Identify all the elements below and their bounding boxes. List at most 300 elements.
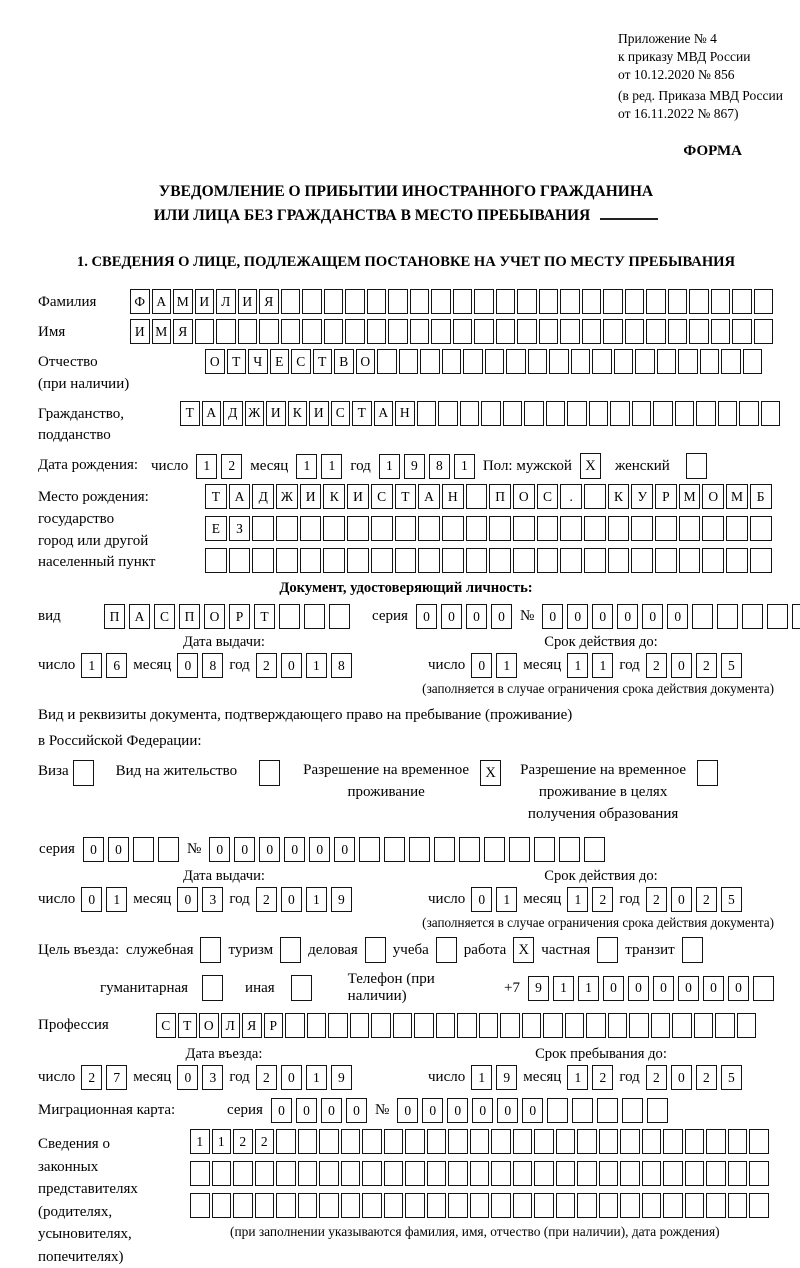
char-box[interactable]: С [331,401,351,426]
char-box[interactable] [405,1193,425,1218]
sex-male-checkbox[interactable]: X [580,453,601,479]
char-box[interactable] [367,319,387,344]
char-box[interactable] [345,319,365,344]
char-box[interactable] [792,604,800,629]
char-box[interactable]: 0 [447,1098,468,1123]
char-box[interactable] [489,516,511,541]
char-box[interactable] [414,1013,434,1038]
char-box[interactable] [567,401,587,426]
char-box[interactable] [341,1161,361,1186]
char-box[interactable] [341,1193,361,1218]
char-box[interactable]: 0 [491,604,512,629]
char-box[interactable] [281,289,301,314]
char-box[interactable] [534,1161,554,1186]
char-box[interactable] [216,319,236,344]
char-box[interactable] [560,548,582,573]
char-box[interactable] [655,548,677,573]
char-box[interactable] [466,516,488,541]
char-box[interactable] [685,1193,705,1218]
char-box[interactable] [417,401,437,426]
char-box[interactable]: 8 [331,653,352,678]
char-box[interactable] [319,1129,339,1154]
char-box[interactable] [597,1098,618,1123]
char-box[interactable] [582,319,602,344]
char-box[interactable] [513,1161,533,1186]
char-box[interactable] [474,319,494,344]
char-box[interactable] [742,604,763,629]
char-box[interactable] [453,289,473,314]
char-box[interactable]: Т [352,401,372,426]
char-box[interactable]: А [229,484,251,509]
char-box[interactable] [629,1013,649,1038]
char-box[interactable] [491,1193,511,1218]
char-box[interactable] [767,604,788,629]
char-box[interactable]: 0 [567,604,588,629]
char-box[interactable] [584,837,605,862]
char-box[interactable]: Ч [248,349,268,374]
char-box[interactable] [328,1013,348,1038]
char-box[interactable] [728,1161,748,1186]
char-box[interactable]: О [356,349,376,374]
char-box[interactable] [513,1129,533,1154]
char-box[interactable] [668,289,688,314]
purpose-commercial-checkbox[interactable] [365,937,386,963]
char-box[interactable] [608,548,630,573]
char-box[interactable] [300,548,322,573]
char-box[interactable]: 2 [646,1065,667,1090]
char-box[interactable] [371,548,393,573]
char-box[interactable] [537,516,559,541]
char-box[interactable]: 0 [209,837,230,862]
char-box[interactable] [577,1129,597,1154]
char-box[interactable]: Н [395,401,415,426]
char-box[interactable] [685,1161,705,1186]
char-box[interactable]: 0 [177,887,198,912]
char-box[interactable] [409,837,430,862]
char-box[interactable] [646,319,666,344]
char-box[interactable] [599,1161,619,1186]
char-box[interactable] [717,604,738,629]
residence-permit-checkbox[interactable] [259,760,280,786]
char-box[interactable] [663,1161,683,1186]
char-box[interactable] [663,1129,683,1154]
char-box[interactable] [158,837,179,862]
char-box[interactable] [537,548,559,573]
char-box[interactable] [603,319,623,344]
char-box[interactable]: 2 [255,1129,275,1154]
char-box[interactable] [436,1013,456,1038]
char-box[interactable] [418,516,440,541]
char-box[interactable] [281,319,301,344]
char-box[interactable] [513,1193,533,1218]
char-box[interactable] [754,289,774,314]
char-box[interactable] [431,319,451,344]
char-box[interactable]: Т [180,401,200,426]
char-box[interactable] [625,319,645,344]
char-box[interactable]: 0 [296,1098,317,1123]
char-box[interactable] [572,1098,593,1123]
char-box[interactable] [371,1013,391,1038]
char-box[interactable] [706,1161,726,1186]
char-box[interactable] [448,1129,468,1154]
char-box[interactable] [534,1193,554,1218]
char-box[interactable] [347,516,369,541]
char-box[interactable] [393,1013,413,1038]
char-box[interactable]: Р [264,1013,284,1038]
char-box[interactable] [706,1193,726,1218]
char-box[interactable]: 0 [309,837,330,862]
char-box[interactable] [749,1193,769,1218]
char-box[interactable] [470,1129,490,1154]
char-box[interactable] [377,349,397,374]
char-box[interactable]: 3 [202,1065,223,1090]
char-box[interactable] [255,1161,275,1186]
char-box[interactable] [706,1129,726,1154]
char-box[interactable]: 1 [567,653,588,678]
char-box[interactable] [556,1193,576,1218]
char-box[interactable]: 5 [721,1065,742,1090]
char-box[interactable]: 0 [108,837,129,862]
purpose-transit-checkbox[interactable] [682,937,703,963]
char-box[interactable]: В [334,349,354,374]
char-box[interactable] [646,289,666,314]
char-box[interactable]: К [323,484,345,509]
char-box[interactable]: 9 [404,454,425,479]
char-box[interactable] [559,837,580,862]
edu-permit-checkbox[interactable] [697,760,718,786]
char-box[interactable]: Т [205,484,227,509]
purpose-private-checkbox[interactable] [597,937,618,963]
char-box[interactable] [620,1161,640,1186]
char-box[interactable]: 1 [553,976,574,1001]
char-box[interactable] [726,548,748,573]
char-box[interactable]: 1 [212,1129,232,1154]
char-box[interactable]: 0 [603,976,624,1001]
char-box[interactable] [524,401,544,426]
char-box[interactable] [384,1193,404,1218]
char-box[interactable]: 1 [567,1065,588,1090]
char-box[interactable] [190,1161,210,1186]
char-box[interactable] [427,1161,447,1186]
visa-checkbox[interactable] [73,760,94,786]
char-box[interactable] [470,1193,490,1218]
char-box[interactable]: 1 [471,1065,492,1090]
char-box[interactable] [534,1129,554,1154]
char-box[interactable] [395,548,417,573]
purpose-humanitarian-checkbox[interactable] [202,975,223,1001]
char-box[interactable]: 0 [653,976,674,1001]
char-box[interactable] [427,1129,447,1154]
char-box[interactable]: 0 [177,1065,198,1090]
char-box[interactable] [410,319,430,344]
char-box[interactable] [329,604,350,629]
char-box[interactable] [586,1013,606,1038]
char-box[interactable] [195,319,215,344]
char-box[interactable] [663,1193,683,1218]
char-box[interactable] [442,548,464,573]
char-box[interactable] [584,484,606,509]
char-box[interactable]: . [560,484,582,509]
char-box[interactable] [285,1013,305,1038]
char-box[interactable]: И [347,484,369,509]
char-box[interactable]: 0 [346,1098,367,1123]
char-box[interactable]: 3 [202,887,223,912]
char-box[interactable]: 2 [592,887,613,912]
char-box[interactable] [500,1013,520,1038]
char-box[interactable]: Я [173,319,193,344]
char-box[interactable]: Т [395,484,417,509]
char-box[interactable] [399,349,419,374]
char-box[interactable]: 1 [196,454,217,479]
char-box[interactable] [642,1161,662,1186]
char-box[interactable] [302,289,322,314]
char-box[interactable]: К [288,401,308,426]
char-box[interactable] [485,349,505,374]
char-box[interactable] [347,548,369,573]
char-box[interactable] [345,289,365,314]
char-box[interactable] [560,516,582,541]
char-box[interactable] [622,1098,643,1123]
char-box[interactable] [546,401,566,426]
sex-female-checkbox[interactable] [686,453,707,479]
char-box[interactable] [298,1129,318,1154]
char-box[interactable] [457,1013,477,1038]
char-box[interactable] [252,516,274,541]
char-box[interactable] [276,1161,296,1186]
char-box[interactable] [384,1161,404,1186]
char-box[interactable] [229,548,251,573]
char-box[interactable] [560,319,580,344]
char-box[interactable]: 9 [331,1065,352,1090]
purpose-work-checkbox[interactable]: X [513,937,534,963]
char-box[interactable]: 0 [281,1065,302,1090]
char-box[interactable] [324,319,344,344]
char-box[interactable] [711,319,731,344]
char-box[interactable]: М [679,484,701,509]
char-box[interactable]: Я [259,289,279,314]
char-box[interactable]: П [179,604,200,629]
char-box[interactable]: 0 [81,887,102,912]
char-box[interactable]: 0 [422,1098,443,1123]
char-box[interactable] [259,319,279,344]
char-box[interactable]: 0 [281,887,302,912]
char-box[interactable] [448,1161,468,1186]
char-box[interactable]: 0 [728,976,749,1001]
char-box[interactable]: Б [750,484,772,509]
char-box[interactable] [653,401,673,426]
char-box[interactable] [694,1013,714,1038]
char-box[interactable]: 6 [106,653,127,678]
char-box[interactable] [749,1129,769,1154]
char-box[interactable] [470,1161,490,1186]
char-box[interactable] [632,401,652,426]
char-box[interactable] [599,1129,619,1154]
char-box[interactable] [509,837,530,862]
char-box[interactable] [233,1193,253,1218]
char-box[interactable]: М [726,484,748,509]
char-box[interactable] [496,289,516,314]
char-box[interactable]: 0 [667,604,688,629]
char-box[interactable]: 0 [617,604,638,629]
char-box[interactable] [584,548,606,573]
char-box[interactable] [754,319,774,344]
char-box[interactable]: 9 [496,1065,517,1090]
char-box[interactable] [212,1193,232,1218]
char-box[interactable]: А [152,289,172,314]
char-box[interactable] [503,401,523,426]
char-box[interactable] [459,837,480,862]
char-box[interactable] [743,349,763,374]
char-box[interactable]: 0 [281,653,302,678]
char-box[interactable] [319,1193,339,1218]
char-box[interactable] [560,289,580,314]
char-box[interactable]: С [154,604,175,629]
char-box[interactable] [631,548,653,573]
char-box[interactable]: 0 [321,1098,342,1123]
char-box[interactable] [589,401,609,426]
char-box[interactable] [689,319,709,344]
char-box[interactable]: Ф [130,289,150,314]
char-box[interactable]: 0 [671,653,692,678]
char-box[interactable]: 0 [628,976,649,1001]
char-box[interactable] [732,319,752,344]
char-box[interactable] [642,1193,662,1218]
char-box[interactable] [517,319,537,344]
char-box[interactable]: 0 [642,604,663,629]
char-box[interactable]: 0 [522,1098,543,1123]
char-box[interactable]: Р [229,604,250,629]
char-box[interactable] [702,548,724,573]
char-box[interactable]: Р [655,484,677,509]
char-box[interactable] [635,349,655,374]
char-box[interactable] [276,516,298,541]
char-box[interactable]: 0 [416,604,437,629]
char-box[interactable] [534,837,555,862]
char-box[interactable]: И [300,484,322,509]
char-box[interactable] [276,548,298,573]
char-box[interactable] [696,401,716,426]
char-box[interactable] [298,1161,318,1186]
char-box[interactable] [642,1129,662,1154]
char-box[interactable]: Т [178,1013,198,1038]
char-box[interactable]: 8 [429,454,450,479]
char-box[interactable] [307,1013,327,1038]
char-box[interactable] [420,349,440,374]
char-box[interactable] [753,976,774,1001]
char-box[interactable] [761,401,781,426]
char-box[interactable] [726,516,748,541]
char-box[interactable] [453,319,473,344]
char-box[interactable]: Л [221,1013,241,1038]
char-box[interactable]: Н [442,484,464,509]
char-box[interactable]: О [199,1013,219,1038]
char-box[interactable] [718,401,738,426]
char-box[interactable]: 1 [190,1129,210,1154]
char-box[interactable] [405,1129,425,1154]
char-box[interactable]: 1 [592,653,613,678]
char-box[interactable] [599,1193,619,1218]
char-box[interactable] [442,516,464,541]
char-box[interactable]: 5 [721,887,742,912]
char-box[interactable] [466,484,488,509]
char-box[interactable]: 2 [646,653,667,678]
char-box[interactable] [279,604,300,629]
char-box[interactable] [489,548,511,573]
char-box[interactable]: Д [252,484,274,509]
char-box[interactable]: С [537,484,559,509]
char-box[interactable] [750,548,772,573]
char-box[interactable] [539,319,559,344]
char-box[interactable]: 0 [678,976,699,1001]
char-box[interactable]: 1 [454,454,475,479]
char-box[interactable]: З [229,516,251,541]
char-box[interactable] [657,349,677,374]
char-box[interactable] [190,1193,210,1218]
char-box[interactable] [362,1193,382,1218]
char-box[interactable]: 1 [379,454,400,479]
char-box[interactable]: 8 [202,653,223,678]
char-box[interactable]: О [513,484,535,509]
char-box[interactable]: М [173,289,193,314]
char-box[interactable]: 1 [567,887,588,912]
char-box[interactable] [359,837,380,862]
char-box[interactable]: 2 [256,887,277,912]
char-box[interactable]: 2 [696,887,717,912]
char-box[interactable]: И [266,401,286,426]
char-box[interactable] [133,837,154,862]
char-box[interactable] [323,548,345,573]
char-box[interactable] [410,289,430,314]
char-box[interactable] [479,1013,499,1038]
char-box[interactable] [625,289,645,314]
char-box[interactable]: Д [223,401,243,426]
char-box[interactable] [749,1161,769,1186]
char-box[interactable]: А [129,604,150,629]
char-box[interactable]: Т [227,349,247,374]
char-box[interactable]: 1 [306,653,327,678]
char-box[interactable] [384,1129,404,1154]
char-box[interactable]: 1 [106,887,127,912]
char-box[interactable] [739,401,759,426]
char-box[interactable] [522,1013,542,1038]
char-box[interactable] [350,1013,370,1038]
char-box[interactable]: 2 [221,454,242,479]
char-box[interactable] [679,548,701,573]
char-box[interactable]: И [238,289,258,314]
char-box[interactable] [620,1129,640,1154]
char-box[interactable]: 7 [106,1065,127,1090]
char-box[interactable]: 0 [466,604,487,629]
char-box[interactable] [571,349,591,374]
char-box[interactable]: 1 [496,653,517,678]
char-box[interactable]: 2 [256,653,277,678]
char-box[interactable]: О [205,349,225,374]
char-box[interactable] [577,1193,597,1218]
purpose-study-checkbox[interactable] [436,937,457,963]
char-box[interactable] [481,401,501,426]
char-box[interactable] [685,1129,705,1154]
char-box[interactable]: П [104,604,125,629]
char-box[interactable] [608,1013,628,1038]
char-box[interactable]: А [202,401,222,426]
char-box[interactable]: 1 [81,653,102,678]
char-box[interactable] [721,349,741,374]
char-box[interactable]: 0 [284,837,305,862]
char-box[interactable]: О [204,604,225,629]
char-box[interactable]: 2 [256,1065,277,1090]
char-box[interactable] [692,604,713,629]
char-box[interactable] [565,1013,585,1038]
